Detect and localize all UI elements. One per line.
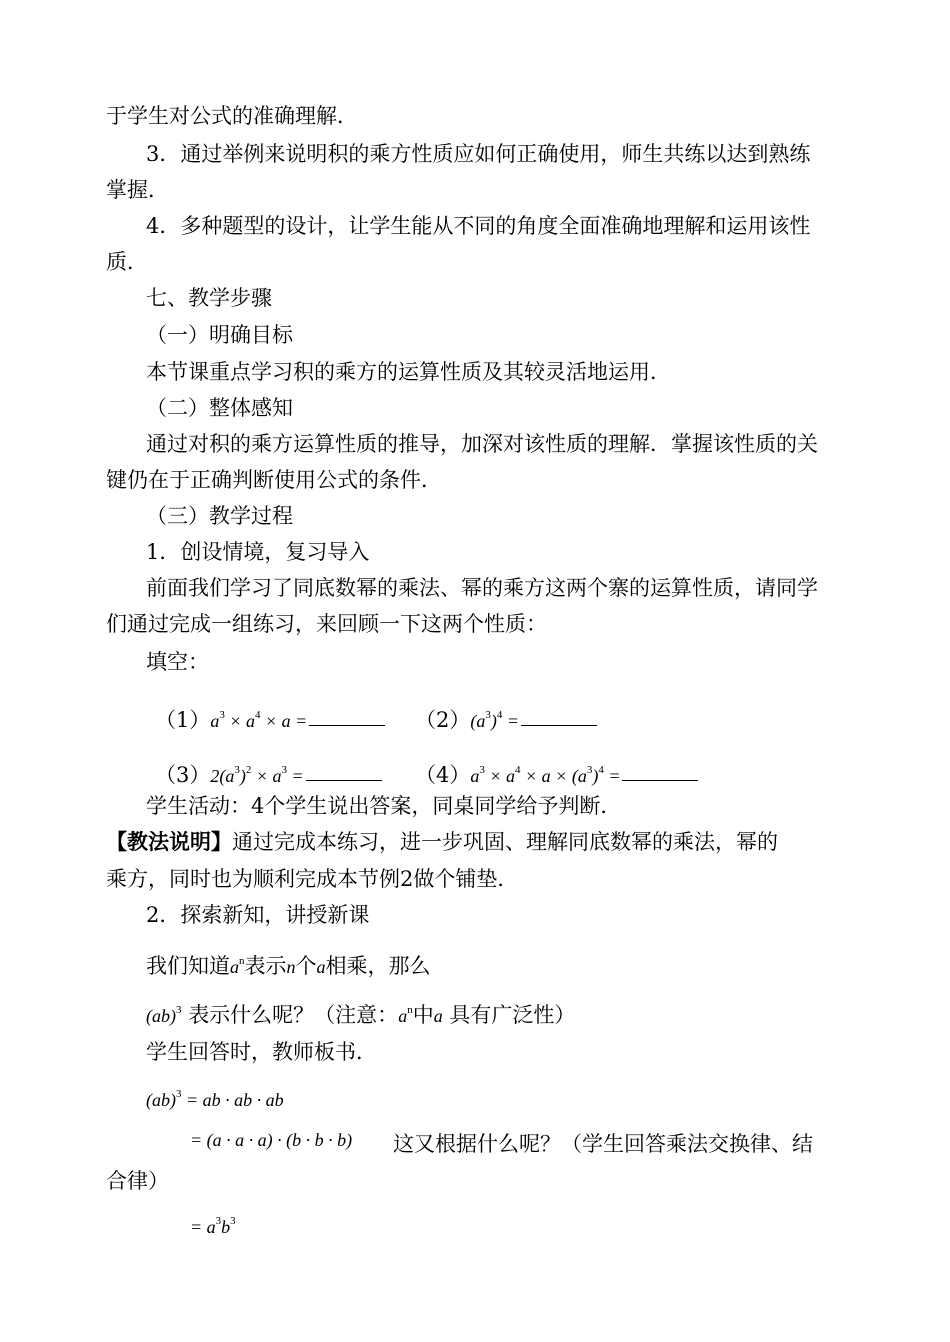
math-expression: = (a · a · a) · (b · b · b) <box>190 1130 353 1150</box>
text-line <box>146 995 575 1031</box>
math-expression: n <box>286 957 296 977</box>
answer-blank[interactable] <box>306 779 382 781</box>
section-heading: 七、教学步骤 <box>146 286 272 310</box>
exercise-label: （4） <box>415 763 471 787</box>
math-expression: (ab)$^3$ = ab · ab · ab <box>146 1088 284 1110</box>
text-line: 本节课重点学习积的乘方的运算性质及其较灵活地运用． <box>146 360 671 384</box>
text-fragment: 个 <box>295 954 317 978</box>
exercise-4 <box>415 755 698 791</box>
exercise-label: （1） <box>155 708 211 732</box>
text-line: 3．通过举例来说明积的乘方性质应如何正确使用，师生共练以达到熟练 <box>146 142 811 166</box>
text-line: 键仍在于正确判断使用公式的条件． <box>106 468 442 492</box>
text-line: 乘方，同时也为顺利完成本节例2做个铺垫． <box>106 867 519 891</box>
text-line: 们通过完成一组练习，来回顾一下这两个性质： <box>106 612 547 636</box>
method-note-text: 通过完成本练习，进一步巩固、理解同底数幂的乘法，幂的 <box>232 830 778 854</box>
text-line <box>146 946 431 982</box>
equation-line <box>146 1079 284 1115</box>
text-line <box>106 827 778 857</box>
text-line: 2．探索新知，讲授新课 <box>146 903 370 927</box>
text-line: 质． <box>106 250 148 274</box>
math-expression: = $a^3b^3$ <box>190 1215 236 1237</box>
math-expression: $a^n$ <box>398 1004 413 1026</box>
text-fragment: 中 <box>412 1003 434 1027</box>
subsection-heading: （二）整体感知 <box>146 396 293 420</box>
math-expression: $a^3 \times a^4 \times a \times (a^3)^4$ = <box>470 764 621 786</box>
math-expression: (ab)$^3$ <box>146 1004 182 1026</box>
text-line: 4．多种题型的设计，让学生能从不同的角度全面准确地理解和运用该性 <box>146 214 811 238</box>
text-line: 1．创设情境，复习导入 <box>146 540 370 564</box>
math-expression: $a^3 \times a^4 \times a$ = <box>210 709 308 731</box>
text-fragment: 表示 <box>244 954 287 978</box>
equation-line <box>190 1124 352 1155</box>
math-expression: $2(a^3)^2 \times a^3$ = <box>210 764 304 786</box>
answer-blank[interactable] <box>309 724 385 726</box>
method-note-label: 【教法说明】 <box>106 829 232 854</box>
text-line: 填空： <box>146 650 209 674</box>
text-line: 合律） <box>106 1169 169 1193</box>
math-expression: $(a^3)^4$ = <box>470 709 520 731</box>
exercise-label: （3） <box>155 763 211 787</box>
text-line: 前面我们学习了同底数幂的乘法、幂的乘方这两个寨的运算性质，请同学 <box>146 576 818 600</box>
exercise-3 <box>155 755 382 791</box>
math-expression: a <box>433 1006 443 1026</box>
text-line: 学生活动：4个学生说出答案，同桌同学给予判断． <box>146 794 622 818</box>
text-line: 这又根据什么呢？（学生回答乘法交换律、结 <box>393 1132 813 1156</box>
answer-blank[interactable] <box>521 724 597 726</box>
subsection-heading: （一）明确目标 <box>146 323 293 347</box>
exercise-2 <box>415 700 597 736</box>
text-line: 通过对积的乘方运算性质的推导，加深对该性质的理解．掌握该性质的关 <box>146 432 818 456</box>
text-line: 于学生对公式的准确理解． <box>106 104 358 128</box>
math-expression: a <box>316 957 326 977</box>
exercise-1 <box>155 700 385 736</box>
answer-blank[interactable] <box>622 779 698 781</box>
text-line: 学生回答时，教师板书． <box>146 1040 377 1064</box>
subsection-heading: （三）教学过程 <box>146 504 293 528</box>
text-fragment: 表示什么呢？（注意： <box>188 1003 399 1027</box>
text-fragment: 我们知道 <box>146 954 230 978</box>
text-fragment: 相乘，那么 <box>325 954 431 978</box>
text-line: 掌握． <box>106 178 169 202</box>
equation-line <box>190 1206 236 1242</box>
exercise-label: （2） <box>415 708 471 732</box>
math-expression: $a^n$ <box>230 955 245 977</box>
text-fragment: 具有广泛性） <box>449 1003 576 1027</box>
